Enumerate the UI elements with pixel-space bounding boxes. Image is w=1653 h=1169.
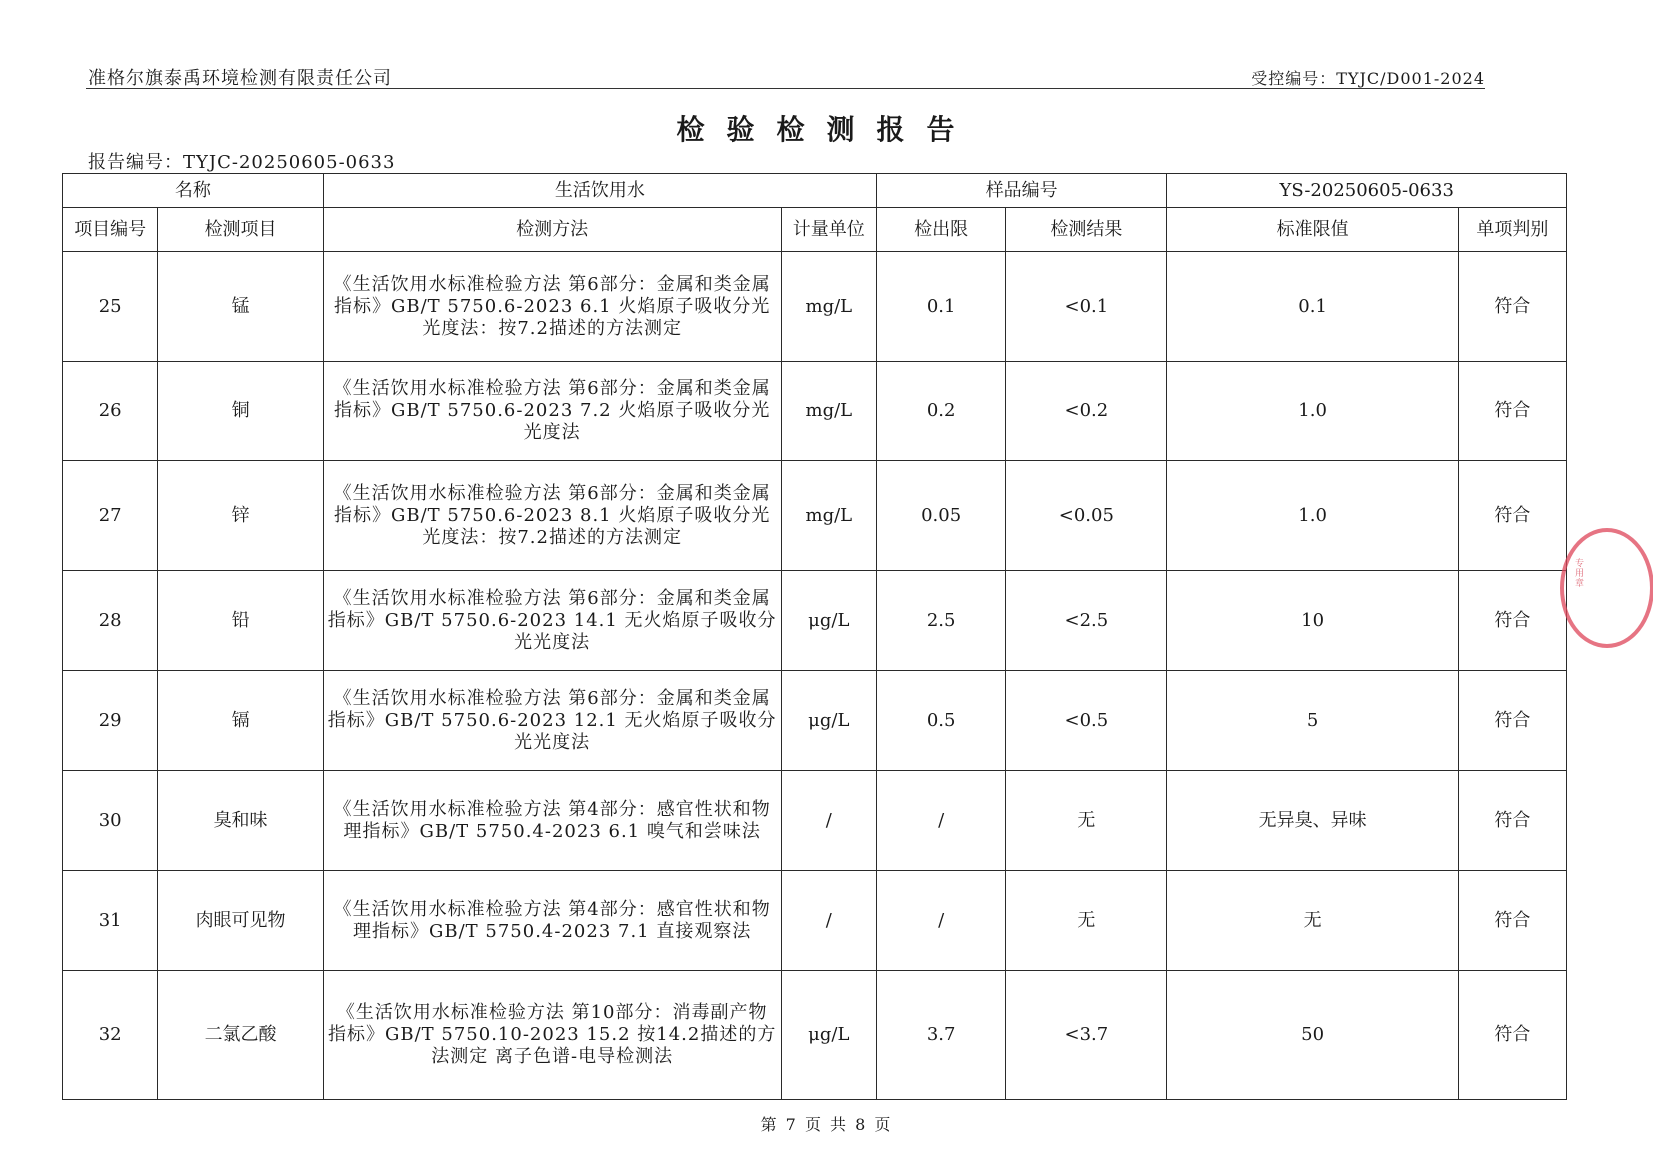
row-unit: mg/L [781, 362, 876, 461]
row-method: 《生活饮用水标准检验方法 第6部分：金属和类金属指标》GB/T 5750.6-2023 12.1 无火焰原子吸收分光光度法 [323, 671, 781, 771]
row-no: 29 [63, 671, 158, 771]
row-item: 肉眼可见物 [158, 871, 323, 971]
col-item: 检测项目 [158, 208, 323, 252]
row-standard: 无 [1167, 871, 1458, 971]
col-result: 检测结果 [1006, 208, 1167, 252]
row-result: <0.2 [1006, 362, 1167, 461]
row-limit: 0.05 [877, 461, 1006, 571]
row-limit: 2.5 [877, 571, 1006, 671]
row-no: 25 [63, 252, 158, 362]
row-judgement: 符合 [1458, 362, 1566, 461]
name-value: 生活饮用水 [323, 174, 876, 208]
row-unit: μg/L [781, 971, 876, 1100]
row-unit: mg/L [781, 252, 876, 362]
column-header-row [63, 208, 1567, 252]
table-row [63, 671, 1567, 771]
row-unit: μg/L [781, 571, 876, 671]
row-unit: / [781, 771, 876, 871]
row-limit: 3.7 [877, 971, 1006, 1100]
table-row [63, 461, 1567, 571]
row-method: 《生活饮用水标准检验方法 第6部分：金属和类金属指标》GB/T 5750.6-2023 6.1 火焰原子吸收分光光度法：按7.2描述的方法测定 [323, 252, 781, 362]
row-judgement: 符合 [1458, 671, 1566, 771]
row-item: 铅 [158, 571, 323, 671]
col-standard: 标准限值 [1167, 208, 1458, 252]
row-item: 镉 [158, 671, 323, 771]
row-standard: 50 [1167, 971, 1458, 1100]
row-no: 27 [63, 461, 158, 571]
row-no: 32 [63, 971, 158, 1100]
company-name: 准格尔旗泰禹环境检测有限责任公司 [88, 68, 392, 89]
header-divider [86, 88, 1485, 89]
row-judgement: 符合 [1458, 871, 1566, 971]
row-limit: 0.2 [877, 362, 1006, 461]
col-unit: 计量单位 [781, 208, 876, 252]
row-standard: 10 [1167, 571, 1458, 671]
row-item: 臭和味 [158, 771, 323, 871]
row-method: 《生活饮用水标准检验方法 第6部分：金属和类金属指标》GB/T 5750.6-2023 8.1 火焰原子吸收分光光度法：按7.2描述的方法测定 [323, 461, 781, 571]
row-standard: 0.1 [1167, 252, 1458, 362]
row-standard: 无异臭、异味 [1167, 771, 1458, 871]
row-standard: 1.0 [1167, 461, 1458, 571]
row-judgement: 符合 [1458, 461, 1566, 571]
row-result: <3.7 [1006, 971, 1167, 1100]
row-item: 锰 [158, 252, 323, 362]
table-row [63, 971, 1567, 1100]
report-title: 检验检测报告 [676, 113, 977, 146]
report-number: 报告编号：TYJC-20250605-0633 [88, 152, 396, 173]
row-judgement: 符合 [1458, 971, 1566, 1100]
row-no: 31 [63, 871, 158, 971]
table-row [63, 362, 1567, 461]
row-unit: μg/L [781, 671, 876, 771]
row-method: 《生活饮用水标准检验方法 第6部分：金属和类金属指标》GB/T 5750.6-2023 7.2 火焰原子吸收分光光度法 [323, 362, 781, 461]
row-method: 《生活饮用水标准检验方法 第4部分：感官性状和物理指标》GB/T 5750.4-2023 6.1 嗅气和尝味法 [323, 771, 781, 871]
row-unit: / [781, 871, 876, 971]
row-limit: 0.1 [877, 252, 1006, 362]
row-result: <0.5 [1006, 671, 1167, 771]
table-row [63, 252, 1567, 362]
results-table [62, 173, 1567, 1100]
sample-label: 样品编号 [877, 174, 1167, 208]
row-limit: / [877, 771, 1006, 871]
table-row [63, 871, 1567, 971]
name-label: 名称 [63, 174, 324, 208]
seal-fragment: 专用章 [1573, 558, 1583, 588]
row-judgement: 符合 [1458, 771, 1566, 871]
row-result: <0.05 [1006, 461, 1167, 571]
row-no: 26 [63, 362, 158, 461]
row-standard: 1.0 [1167, 362, 1458, 461]
row-judgement: 符合 [1458, 571, 1566, 671]
row-item: 锌 [158, 461, 323, 571]
red-seal-stamp [1560, 528, 1653, 648]
row-limit: 0.5 [877, 671, 1006, 771]
col-judgement: 单项判别 [1458, 208, 1566, 252]
info-row [63, 174, 1567, 208]
page-footer: 第 7 页 共 8 页 [760, 1115, 893, 1134]
row-result: <0.1 [1006, 252, 1167, 362]
row-item: 二氯乙酸 [158, 971, 323, 1100]
row-method: 《生活饮用水标准检验方法 第6部分：金属和类金属指标》GB/T 5750.6-2023 14.1 无火焰原子吸收分光光度法 [323, 571, 781, 671]
col-method: 检测方法 [323, 208, 781, 252]
table-row [63, 571, 1567, 671]
sample-value: YS-20250605-0633 [1167, 174, 1567, 208]
table-row [63, 771, 1567, 871]
col-item-no: 项目编号 [63, 208, 158, 252]
row-judgement: 符合 [1458, 252, 1566, 362]
row-standard: 5 [1167, 671, 1458, 771]
row-limit: / [877, 871, 1006, 971]
row-item: 铜 [158, 362, 323, 461]
row-result: <2.5 [1006, 571, 1167, 671]
row-no: 28 [63, 571, 158, 671]
row-result: 无 [1006, 871, 1167, 971]
control-number: 受控编号：TYJC/D001-2024 [1251, 69, 1485, 88]
row-no: 30 [63, 771, 158, 871]
row-method: 《生活饮用水标准检验方法 第10部分：消毒副产物指标》GB/T 5750.10-2023 15.2 按14.2描述的方法测定 离子色谱-电导检测法 [323, 971, 781, 1100]
row-result: 无 [1006, 771, 1167, 871]
row-method: 《生活饮用水标准检验方法 第4部分：感官性状和物理指标》GB/T 5750.4-2023 7.1 直接观察法 [323, 871, 781, 971]
col-limit: 检出限 [877, 208, 1006, 252]
row-unit: mg/L [781, 461, 876, 571]
